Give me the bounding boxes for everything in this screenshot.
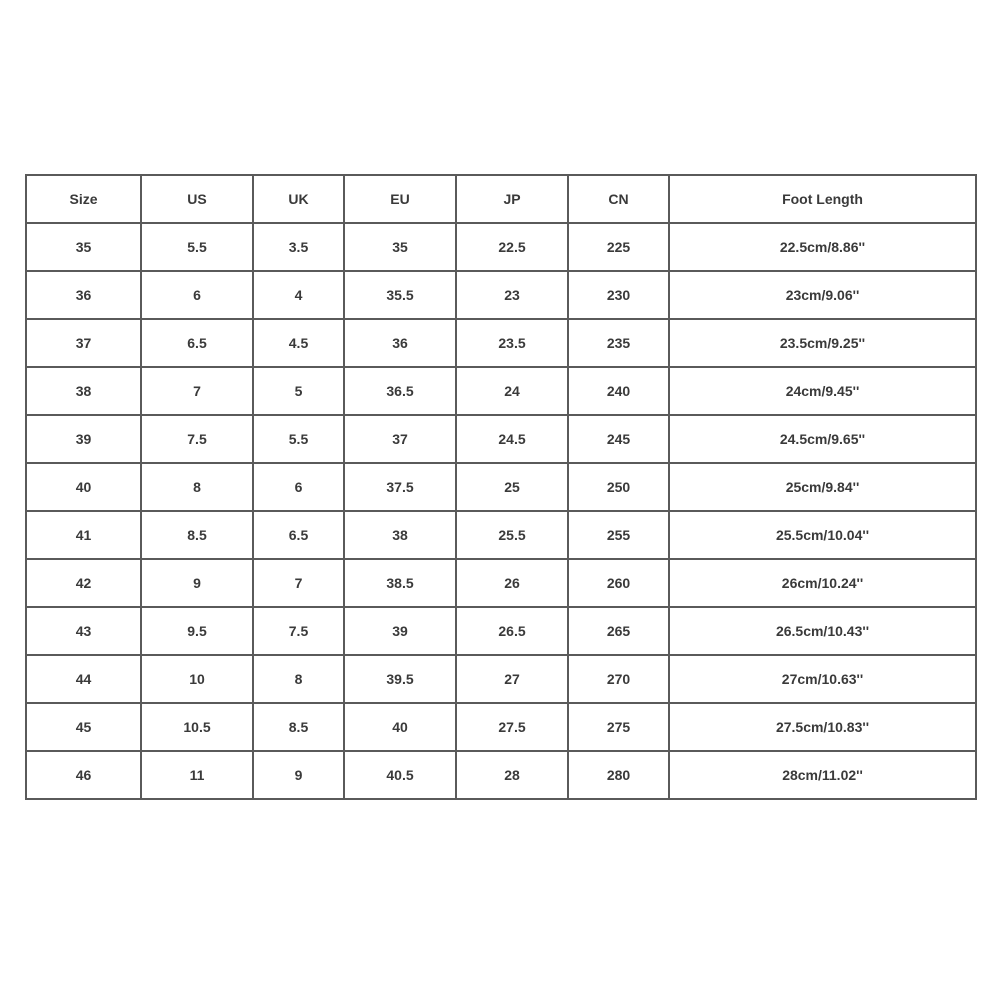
cell-cn: 230 (568, 271, 669, 319)
cell-jp: 25 (456, 463, 568, 511)
cell-foot-length: 26cm/10.24'' (669, 559, 976, 607)
cell-foot-length: 27cm/10.63'' (669, 655, 976, 703)
cell-jp: 28 (456, 751, 568, 799)
cell-us: 9 (141, 559, 253, 607)
cell-uk: 6 (253, 463, 344, 511)
table-row (26, 655, 976, 703)
cell-foot-length: 22.5cm/8.86'' (669, 223, 976, 271)
cell-cn: 260 (568, 559, 669, 607)
table-row (26, 559, 976, 607)
cell-uk: 3.5 (253, 223, 344, 271)
cell-uk: 7.5 (253, 607, 344, 655)
header-foot-length: Foot Length (669, 175, 976, 223)
cell-eu: 38 (344, 511, 456, 559)
cell-us: 5.5 (141, 223, 253, 271)
cell-foot-length: 28cm/11.02'' (669, 751, 976, 799)
cell-eu: 40 (344, 703, 456, 751)
cell-eu: 36 (344, 319, 456, 367)
cell-uk: 4 (253, 271, 344, 319)
cell-uk: 8 (253, 655, 344, 703)
cell-cn: 275 (568, 703, 669, 751)
cell-eu: 38.5 (344, 559, 456, 607)
table-row (26, 703, 976, 751)
cell-uk: 9 (253, 751, 344, 799)
header-uk: UK (253, 175, 344, 223)
cell-cn: 280 (568, 751, 669, 799)
cell-us: 8 (141, 463, 253, 511)
cell-uk: 5.5 (253, 415, 344, 463)
cell-uk: 8.5 (253, 703, 344, 751)
cell-size: 37 (26, 319, 141, 367)
cell-size: 43 (26, 607, 141, 655)
cell-cn: 235 (568, 319, 669, 367)
cell-uk: 7 (253, 559, 344, 607)
cell-size: 35 (26, 223, 141, 271)
cell-size: 46 (26, 751, 141, 799)
cell-eu: 36.5 (344, 367, 456, 415)
cell-jp: 23.5 (456, 319, 568, 367)
table-row (26, 751, 976, 799)
cell-eu: 39.5 (344, 655, 456, 703)
cell-jp: 27.5 (456, 703, 568, 751)
cell-cn: 245 (568, 415, 669, 463)
header-row (26, 175, 976, 223)
table-row (26, 607, 976, 655)
cell-foot-length: 23cm/9.06'' (669, 271, 976, 319)
size-chart-table (25, 174, 977, 800)
cell-eu: 40.5 (344, 751, 456, 799)
cell-jp: 26 (456, 559, 568, 607)
cell-uk: 6.5 (253, 511, 344, 559)
cell-us: 10.5 (141, 703, 253, 751)
cell-jp: 26.5 (456, 607, 568, 655)
cell-us: 9.5 (141, 607, 253, 655)
cell-foot-length: 26.5cm/10.43'' (669, 607, 976, 655)
header-us: US (141, 175, 253, 223)
cell-jp: 23 (456, 271, 568, 319)
cell-size: 42 (26, 559, 141, 607)
header-size: Size (26, 175, 141, 223)
cell-jp: 27 (456, 655, 568, 703)
cell-us: 10 (141, 655, 253, 703)
cell-us: 7 (141, 367, 253, 415)
cell-us: 7.5 (141, 415, 253, 463)
header-jp: JP (456, 175, 568, 223)
cell-cn: 255 (568, 511, 669, 559)
cell-eu: 37.5 (344, 463, 456, 511)
table-row (26, 463, 976, 511)
cell-jp: 24 (456, 367, 568, 415)
table-row (26, 367, 976, 415)
cell-us: 8.5 (141, 511, 253, 559)
cell-cn: 265 (568, 607, 669, 655)
cell-eu: 39 (344, 607, 456, 655)
table-row (26, 223, 976, 271)
cell-jp: 22.5 (456, 223, 568, 271)
cell-eu: 35 (344, 223, 456, 271)
cell-foot-length: 24.5cm/9.65'' (669, 415, 976, 463)
cell-size: 38 (26, 367, 141, 415)
cell-size: 45 (26, 703, 141, 751)
header-eu: EU (344, 175, 456, 223)
cell-foot-length: 25cm/9.84'' (669, 463, 976, 511)
cell-size: 36 (26, 271, 141, 319)
cell-eu: 37 (344, 415, 456, 463)
header-cn: CN (568, 175, 669, 223)
cell-cn: 270 (568, 655, 669, 703)
table-row (26, 415, 976, 463)
cell-jp: 24.5 (456, 415, 568, 463)
cell-cn: 240 (568, 367, 669, 415)
table-row (26, 319, 976, 367)
cell-us: 6 (141, 271, 253, 319)
cell-foot-length: 24cm/9.45'' (669, 367, 976, 415)
cell-uk: 5 (253, 367, 344, 415)
table-row (26, 511, 976, 559)
cell-foot-length: 23.5cm/9.25'' (669, 319, 976, 367)
cell-us: 11 (141, 751, 253, 799)
cell-cn: 250 (568, 463, 669, 511)
cell-uk: 4.5 (253, 319, 344, 367)
cell-eu: 35.5 (344, 271, 456, 319)
table-row (26, 271, 976, 319)
cell-jp: 25.5 (456, 511, 568, 559)
cell-foot-length: 27.5cm/10.83'' (669, 703, 976, 751)
cell-cn: 225 (568, 223, 669, 271)
cell-size: 39 (26, 415, 141, 463)
cell-size: 41 (26, 511, 141, 559)
cell-size: 40 (26, 463, 141, 511)
cell-foot-length: 25.5cm/10.04'' (669, 511, 976, 559)
cell-us: 6.5 (141, 319, 253, 367)
cell-size: 44 (26, 655, 141, 703)
